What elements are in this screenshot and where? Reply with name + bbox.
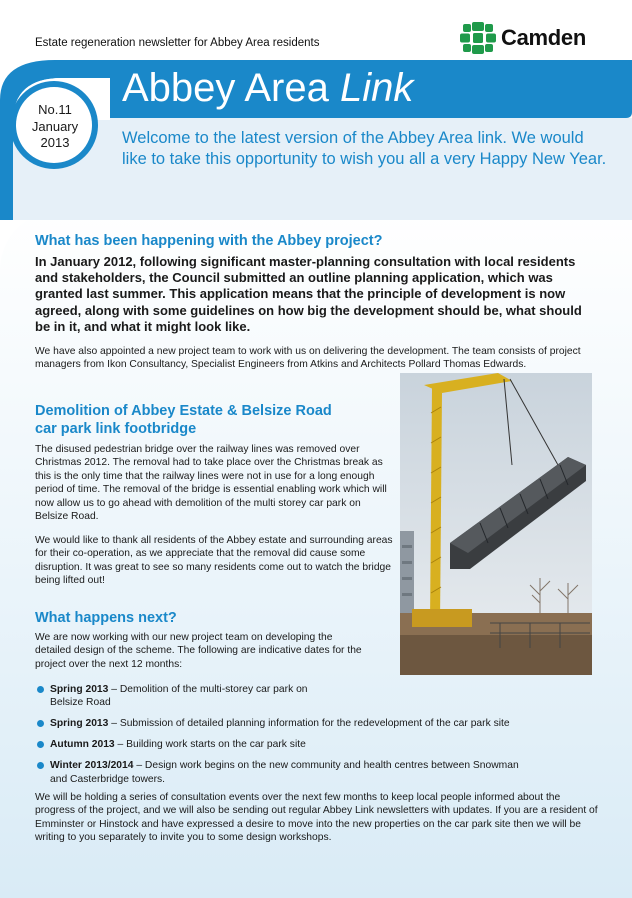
timeline-what: – Building work starts on the car park site [114, 739, 306, 751]
demolition-paragraph-2: We would like to thank all residents of the Abbey estate and surrounding areas for their co-operation, as we appreciate that the removal did cause some disruption. It was great to see so many residents come out to watch the bridge being lifted out! [35, 535, 393, 587]
timeline-list [35, 683, 595, 793]
demolition-paragraph-1: The disused pedestrian bridge over the railway lines was removed over Christmas 2012. The removal had to take place over the Christmas break as this is the only time that the railway lines were not in use for a long enough period of time. The removal of the bridge is essential enabling work which will now allow us to go ahead with demolition of the multi storey car park on Belsize Road. [35, 444, 387, 523]
demolition-heading-line2: car park link footbridge [35, 421, 197, 437]
timeline-item [35, 759, 520, 786]
section-body-project: We have also appointed a new project team to work with us on delivering the development. The team consists of project managers from Ikon Consultancy, Specialist Engineers from Atkins and Architects Pollard Thomas Edwards. [35, 346, 581, 371]
issue-year: 2013 [40, 135, 70, 150]
camden-logo-text: Camden [501, 25, 586, 50]
bullet-dot-icon [37, 762, 44, 769]
timeline-what: – Design work begins on the new community and health centres between Snowman and Casterbridge towers. [50, 760, 519, 785]
crane-bridge-image [400, 373, 592, 675]
bullet-dot-icon [37, 686, 44, 693]
issue-month: January [31, 118, 79, 134]
issue-number: No.11 [38, 102, 72, 117]
camden-logo [460, 22, 586, 54]
section-lead-project: In January 2012, following significant master-planning consultation with local residents and stakeholders, the Council submitted an outline planning application, which was granted last summer. This application means that the principle of development is now agreed, along with some guidelines on how big the development should be, what should be in it, and what it might look like. [35, 254, 582, 334]
title-italic: Link [339, 66, 414, 110]
welcome-message: Welcome to the latest version of the Abbey Area link. We would like to take this opportunity to wish you all a very Happy New Year. [122, 129, 607, 168]
bullet-dot-icon [37, 741, 44, 748]
title-main: Abbey Area [122, 66, 329, 110]
timeline-item [35, 738, 595, 751]
section-heading-project: What has been happening with the Abbey project? [35, 233, 383, 249]
timeline-item [35, 683, 340, 710]
closing-paragraph: We will be holding a series of consultation events over the next few months to keep local people informed about the progress of the project, and we will also be sending out regular Abbey Link newsletters with updates. If you are a resident of Emminster or Hinstock and have expressed a desire to move into the new properties on the car park site then we will be writing to you separately to invite you to some design workshops. [35, 792, 598, 844]
section-heading-next: What happens next? [35, 610, 177, 626]
camden-logo-icon [460, 22, 496, 54]
timeline-when: Winter 2013/2014 [50, 760, 134, 772]
timeline-what: – Submission of detailed planning information for the redevelopment of the car park site [108, 718, 510, 730]
timeline-when: Spring 2013 [50, 718, 109, 730]
newsletter-tagline: Estate regeneration newsletter for Abbey Area residents [35, 37, 320, 49]
timeline-when: Spring 2013 [50, 684, 109, 695]
bullet-dot-icon [37, 720, 44, 727]
next-intro: We are now working with our new project team on developing the detailed design of the scheme. The following are indicative dates for the project over the next 12 months: [35, 632, 362, 670]
masthead-title [122, 66, 413, 111]
issue-badge [18, 102, 92, 152]
demolition-heading-line1: Demolition of Abbey Estate & Belsize Road [35, 403, 332, 419]
bridge-removal-photo [400, 373, 592, 675]
section-heading-demolition [35, 402, 395, 438]
timeline-item [35, 717, 595, 730]
timeline-what: – Demolition of the multi-storey car park on Belsize Road [50, 684, 308, 709]
timeline-when: Autumn 2013 [50, 739, 115, 751]
